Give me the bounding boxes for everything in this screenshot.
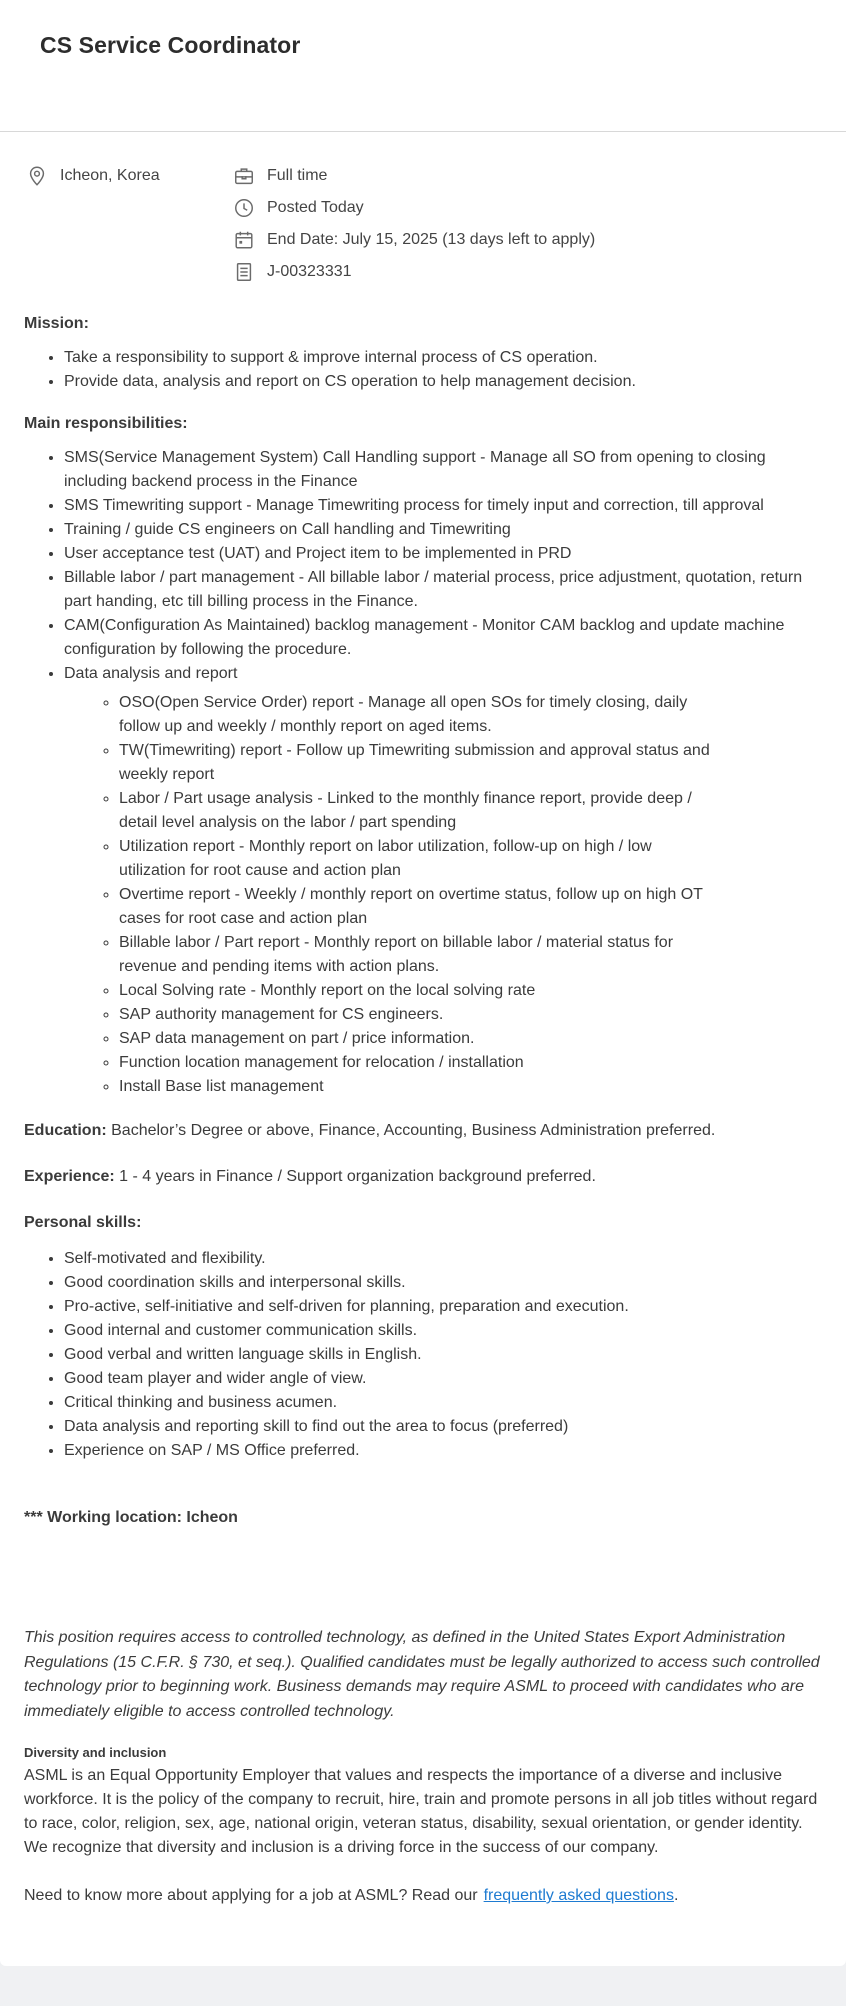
list-item: • Good internal and customer communication skills. xyxy=(64,1319,822,1343)
list-item-label: Data analysis and report xyxy=(64,665,238,682)
experience-line xyxy=(24,1165,822,1189)
list-item: • Good team player and wider angle of view. xyxy=(64,1367,822,1391)
briefcase-icon xyxy=(233,165,255,187)
meta-job-type xyxy=(233,165,327,187)
faq-line xyxy=(24,1884,822,1908)
list-item: • Good verbal and written language skills in English. xyxy=(64,1343,822,1367)
responsibilities-list xyxy=(24,446,822,1099)
experience-text: 1 - 4 years in Finance / Support organization background preferred. xyxy=(114,1168,596,1185)
meta-location xyxy=(26,165,160,187)
job-description xyxy=(0,312,846,1908)
sub-list-item: ◦ Labor / Part usage analysis - Linked to the monthly finance report, provide deep / detail level analysis on the labor / part spending xyxy=(119,787,822,835)
list-item: • Data analysis and reporting skill to find out the area to focus (preferred) xyxy=(64,1415,822,1439)
meta-end-date xyxy=(233,229,595,251)
location-text: Icheon, Korea xyxy=(60,167,160,184)
working-location: *** Working location: Icheon xyxy=(24,1509,238,1526)
sub-list-item: ◦ Overtime report - Weekly / monthly report on overtime status, follow up on high OT cases for root case and action plan xyxy=(119,883,822,931)
posted-text: Posted Today xyxy=(267,199,364,216)
clock-icon xyxy=(233,197,255,219)
faq-link[interactable]: frequently asked questions xyxy=(483,1887,674,1904)
list-item: • Training / guide CS engineers on Call handling and Timewriting xyxy=(64,518,822,542)
sub-list-item: ◦ Install Base list management xyxy=(119,1075,822,1099)
faq-prefix: Need to know more about applying for a job at ASML? Read our xyxy=(24,1887,478,1904)
mission-list xyxy=(24,346,822,394)
skills-title: Personal skills: xyxy=(24,1214,142,1231)
export-notice: This position requires access to controlled technology, as defined in the United States Export Administration Regulations (15 C.F.R. § 730, et seq.). Qualified candidates must be legally authorized to access such controlled technology prior to beginning work. Business demands may require ASML to proceed with candidates who are immediately eligible to access controlled technology. xyxy=(24,1629,820,1720)
job-header xyxy=(0,0,846,132)
meta-req-id xyxy=(233,261,352,283)
job-meta xyxy=(0,132,846,292)
experience-label: Experience: xyxy=(24,1168,115,1185)
document-icon xyxy=(233,261,255,283)
responsibilities-title: Main responsibilities: xyxy=(24,415,188,432)
list-item: • Critical thinking and business acumen. xyxy=(64,1391,822,1415)
list-item: • User acceptance test (UAT) and Project item to be implemented in PRD xyxy=(64,542,822,566)
sub-list-item: ◦ SAP data management on part / price information. xyxy=(119,1027,822,1051)
skills-list xyxy=(24,1247,822,1463)
sub-list-item: ◦ Local Solving rate - Monthly report on the local solving rate xyxy=(119,979,822,1003)
list-item: • Pro-active, self-initiative and self-driven for planning, preparation and execution. xyxy=(64,1295,822,1319)
req-id-text: J-00323331 xyxy=(267,263,352,280)
list-item xyxy=(64,662,822,1099)
education-line xyxy=(24,1119,822,1143)
sub-list-item: ◦ Billable labor / Part report - Monthly report on billable labor / material status for revenue and pending items with action plans. xyxy=(119,931,822,979)
sub-list-item: ◦ Function location management for relocation / installation xyxy=(119,1051,822,1075)
list-item: • Experience on SAP / MS Office preferred. xyxy=(64,1439,822,1463)
job-type-text: Full time xyxy=(267,167,328,184)
location-pin-icon xyxy=(26,165,48,187)
list-item: • SMS Timewriting support - Manage Timewriting process for timely input and correction, till approval xyxy=(64,494,822,518)
sub-list-item: ◦ Utilization report - Monthly report on labor utilization, follow-up on high / low utilization for root cause and action plan xyxy=(119,835,822,883)
list-item: • SMS(Service Management System) Call Handling support - Manage all SO from opening to closing including backend process in the Finance xyxy=(64,446,822,494)
sub-list-item: ◦ TW(Timewriting) report - Follow up Timewriting submission and approval status and weekly report xyxy=(119,739,822,787)
calendar-icon xyxy=(233,229,255,251)
list-item: • Billable labor / part management - All billable labor / material process, price adjustment, quotation, return part handing, etc till billing process in the Finance. xyxy=(64,566,822,614)
faq-suffix: . xyxy=(673,1887,679,1904)
diversity-title: Diversity and inclusion xyxy=(24,1745,167,1760)
list-item: • CAM(Configuration As Maintained) backlog management - Monitor CAM backlog and update machine configuration by following the procedure. xyxy=(64,614,822,662)
list-item: • Good coordination skills and interpersonal skills. xyxy=(64,1271,822,1295)
mission-title: Mission: xyxy=(24,315,89,332)
education-label: Education: xyxy=(24,1122,107,1139)
sub-list-item: ◦ OSO(Open Service Order) report - Manage all open SOs for timely closing, daily follow up and weekly / monthly report on aged items. xyxy=(119,691,822,739)
list-item: • Self-motivated and flexibility. xyxy=(64,1247,822,1271)
end-date-text: End Date: July 15, 2025 (13 days left to apply) xyxy=(267,231,596,248)
diversity-text: ASML is an Equal Opportunity Employer that values and respects the importance of a diverse and inclusive workforce. It is the policy of the company to recruit, hire, train and promote persons in all job titles without regard to race, color, religion, sex, age, national origin, veteran status, disability, sexual orientation, or gender identity. We recognize that diversity and inclusion is a driving force in the success of our company. xyxy=(24,1767,818,1856)
education-text: Bachelor’s Degree or above, Finance, Accounting, Business Administration preferred. xyxy=(106,1122,716,1139)
report-sub-list xyxy=(64,691,822,1099)
list-item: • Take a responsibility to support & improve internal process of CS operation. xyxy=(64,346,822,370)
job-title: CS Service Coordinator xyxy=(40,32,301,58)
list-item: • Provide data, analysis and report on CS operation to help management decision. xyxy=(64,370,822,394)
sub-list-item: ◦ SAP authority management for CS engineers. xyxy=(119,1003,822,1027)
meta-posted xyxy=(233,197,364,219)
